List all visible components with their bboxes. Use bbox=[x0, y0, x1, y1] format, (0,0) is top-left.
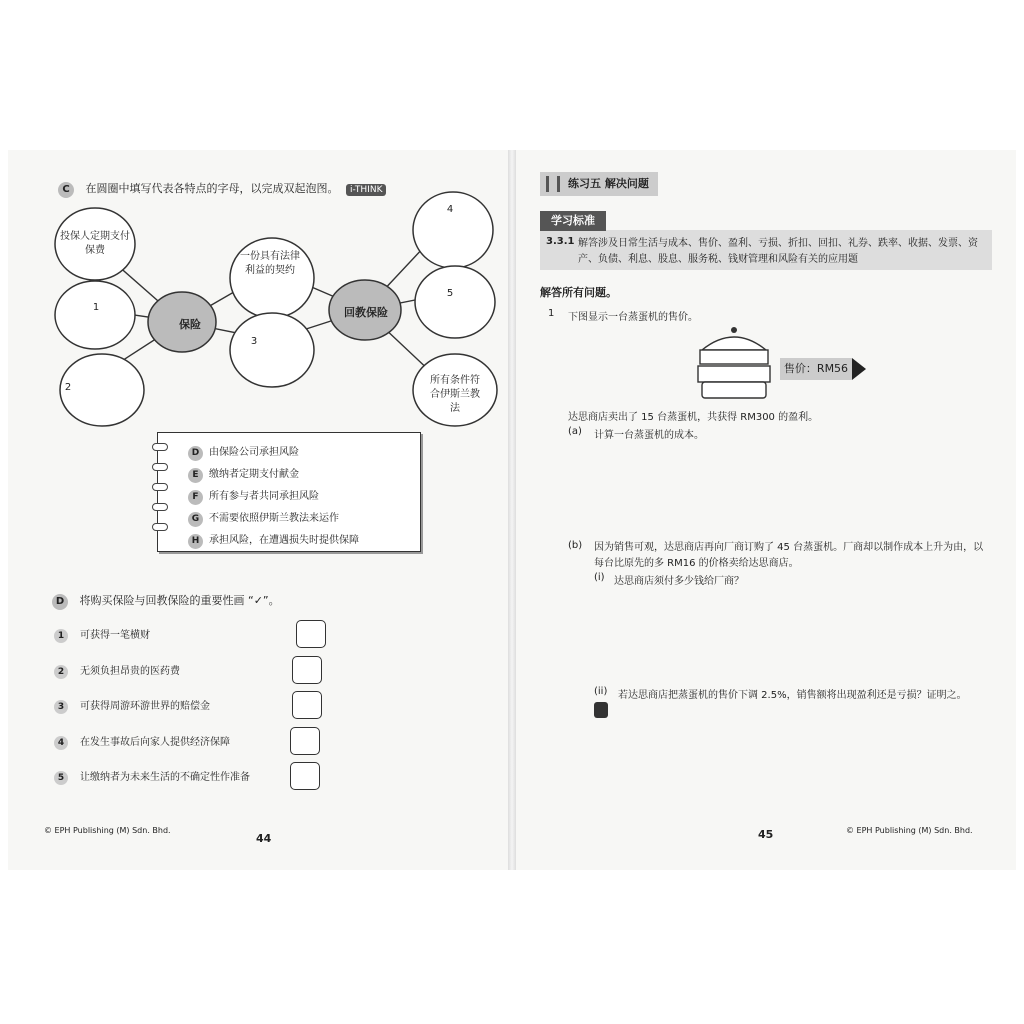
learning-standard-label: 学习标准 bbox=[540, 211, 606, 231]
list-item: 1 可获得一笔横财 bbox=[54, 626, 150, 643]
q1bi-text: 达思商店须付多少钱给厂商？ bbox=[614, 576, 744, 587]
answer-checkbox-1[interactable] bbox=[296, 620, 326, 648]
bubble-right-c-label: 所有条件符合伊斯兰教法 bbox=[430, 375, 480, 414]
coil bbox=[152, 443, 168, 451]
footer-publisher-right: © EPH Publishing (M) Sdn. Bhd. bbox=[846, 826, 973, 835]
q1-number: 1 bbox=[548, 308, 555, 319]
bubble-left-b-label: 1 bbox=[92, 302, 100, 313]
coil bbox=[152, 463, 168, 471]
section-d-badge: D bbox=[52, 594, 68, 610]
page-number-left: 44 bbox=[256, 832, 272, 845]
standard-code: 3.3.1 bbox=[546, 236, 575, 247]
legend-item: G 不需要依照伊斯兰教法来运作 bbox=[188, 509, 339, 527]
q1b-label: (b) bbox=[568, 540, 583, 551]
section-d-header bbox=[52, 592, 280, 610]
list-item: 2 无须负担昂贵的医药费 bbox=[54, 662, 180, 679]
q1bii-label: (ii) bbox=[594, 686, 608, 697]
legend-item: E 缴纳者定期支付献金 bbox=[188, 465, 299, 483]
page-number-right: 45 bbox=[758, 828, 774, 841]
bubble-right-b bbox=[415, 266, 495, 338]
answer-checkbox-4[interactable] bbox=[290, 727, 320, 755]
bubble-right-b-label: 5 bbox=[446, 288, 454, 299]
q1bii-text: 若达思商店把蒸蛋机的售价下调 2.5%，销售额将出现盈利还是亏损？证明之。 bbox=[618, 690, 967, 701]
ithink-logo: i-THINK bbox=[346, 184, 386, 196]
q1a-label: (a) bbox=[568, 426, 582, 437]
bubble-shared-top-label: 一份具有法律利益的契约 bbox=[240, 251, 300, 276]
egg-steamer-illustration bbox=[692, 320, 776, 404]
hots-icon bbox=[594, 702, 608, 718]
hub-right-label: 回教保险 bbox=[344, 306, 388, 319]
answer-all-heading: 解答所有问题。 bbox=[540, 286, 617, 299]
q1b-text: 因为销售可观，达思商店再向厂商订购了 45 台蒸蛋机。厂商却以制作成本上升为由，以每台比原先的多 RM16 的价格卖给达思商店。 bbox=[594, 542, 984, 569]
exercise-title: 练习五 解决问题 bbox=[540, 172, 658, 196]
pencil-cup-icon bbox=[546, 176, 560, 192]
answer-checkbox-3[interactable] bbox=[292, 691, 322, 719]
footer-publisher-left: © EPH Publishing (M) Sdn. Bhd. bbox=[44, 826, 171, 835]
q1a-text: 计算一台蒸蛋机的成本。 bbox=[594, 430, 704, 441]
legend-item: F 所有参与者共同承担风险 bbox=[188, 487, 319, 505]
answer-checkbox-5[interactable] bbox=[290, 762, 320, 790]
answer-checkbox-2[interactable] bbox=[292, 656, 322, 684]
bubble-shared-bottom bbox=[230, 313, 314, 387]
bubble-left-a-label: 投保人定期支付保费 bbox=[60, 231, 130, 256]
q1-statement: 达思商店卖出了 15 台蒸蛋机，共获得 RM300 的盈利。 bbox=[568, 412, 819, 423]
legend-card bbox=[157, 432, 421, 552]
section-d-instruction: 将购买保险与回教保险的重要性画 “✓”。 bbox=[79, 594, 280, 607]
hub-left-label: 保险 bbox=[179, 318, 201, 331]
bubble-right-a-label: 4 bbox=[446, 204, 454, 215]
list-item: 4 在发生事故后向家人提供经济保障 bbox=[54, 733, 230, 750]
bubble-left-b bbox=[55, 281, 135, 349]
bubble-left-c-label: 2 bbox=[64, 382, 72, 393]
standard-text: 解答涉及日常生活与成本、售价、盈利、亏损、折扣、回扣、礼券、跌率、收据、发票、资产、负债、利息、股息、服务税、钱财管理和风险有关的应用题 bbox=[578, 238, 978, 265]
q1-text: 下图显示一台蒸蛋机的售价。 bbox=[568, 312, 698, 323]
coil bbox=[152, 523, 168, 531]
section-c-instruction: 在圆圈中填写代表各特点的字母，以完成双起泡图。 bbox=[85, 182, 339, 195]
list-item: 3 可获得周游环游世界的赔偿金 bbox=[54, 697, 210, 714]
list-item: 5 让缴纳者为未来生活的不确定性作准备 bbox=[54, 768, 250, 785]
price-tag: 售价：RM56 bbox=[780, 358, 852, 380]
section-c-badge: C bbox=[58, 182, 74, 198]
coil bbox=[152, 503, 168, 511]
legend-item: H 承担风险，在遭遇损失时提供保障 bbox=[188, 531, 359, 549]
coil bbox=[152, 483, 168, 491]
bubble-shared-bottom-label: 3 bbox=[250, 336, 258, 347]
legend-item: D 由保险公司承担风险 bbox=[188, 443, 299, 461]
q1bi-label: (i) bbox=[594, 572, 605, 583]
